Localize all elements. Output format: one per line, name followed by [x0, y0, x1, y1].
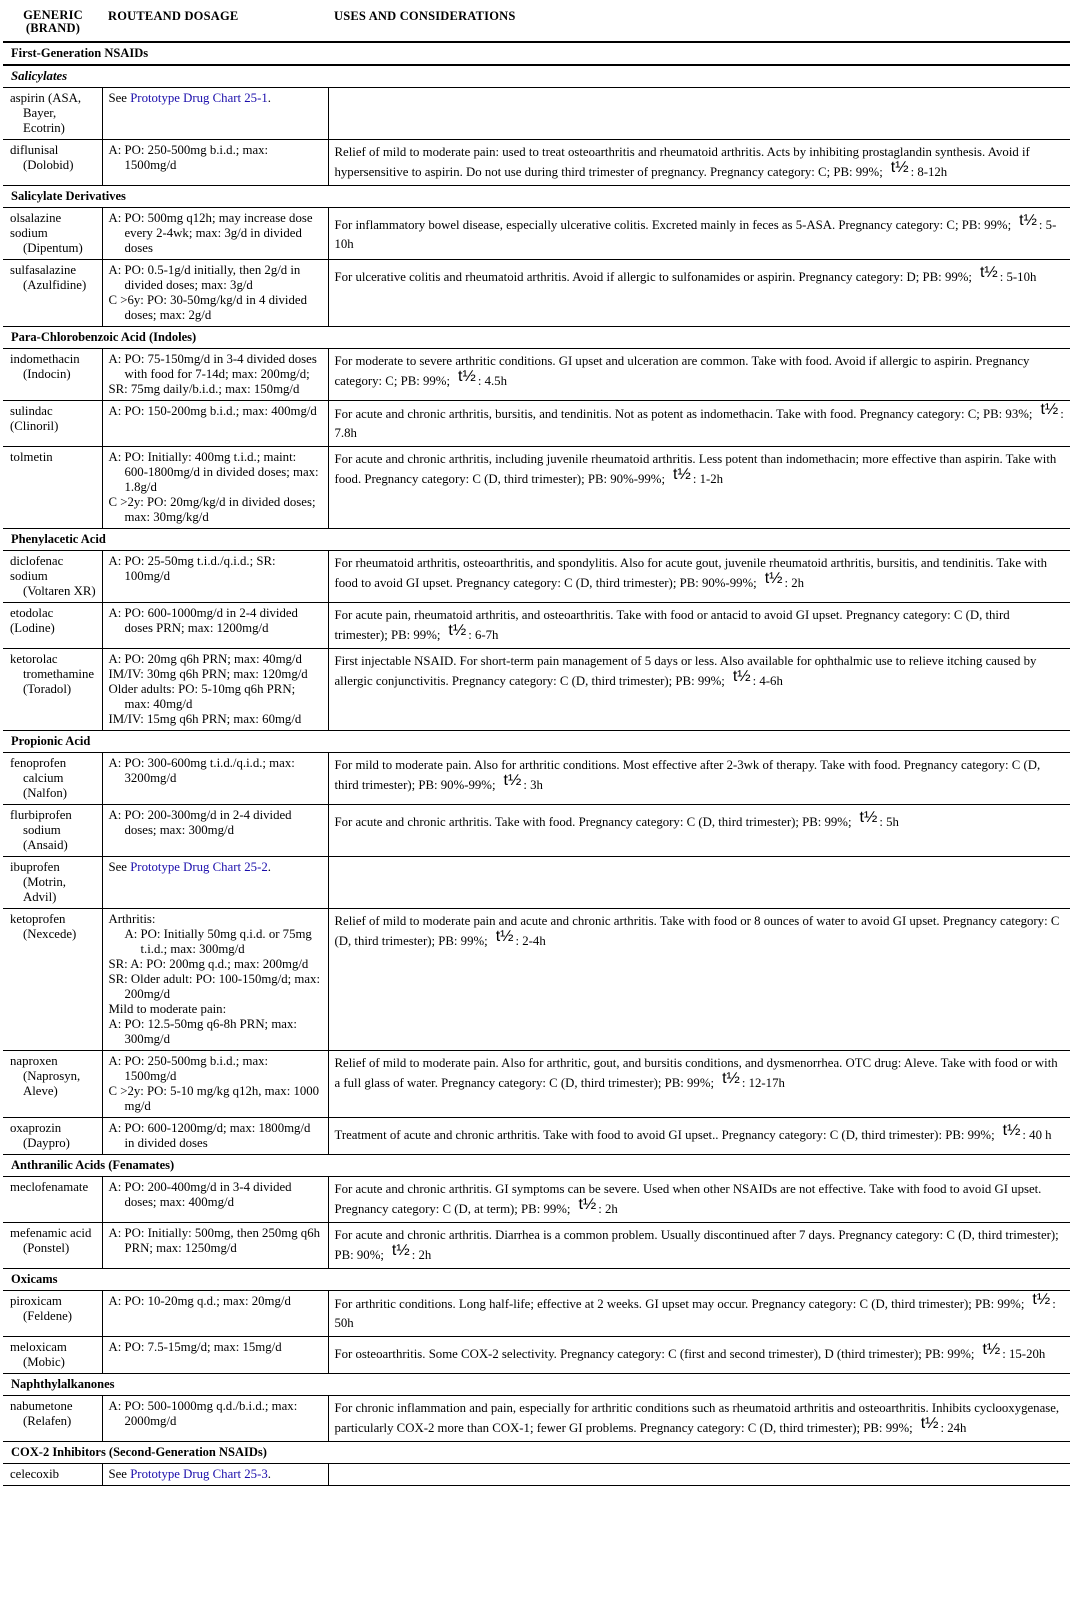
dose-text: A: PO: 200-300mg/d in 2-4 divided doses; max: 300mg/d — [108, 808, 292, 837]
brand-name: (Feldene) — [23, 1309, 73, 1323]
section-row — [3, 1269, 1070, 1291]
half-life-value: : 40 h — [1022, 1128, 1052, 1142]
half-life-value: : 12-17h — [741, 1076, 785, 1090]
dose-text: A: PO: 500-1000mg q.d./b.i.d.; max: 2000mg/d — [108, 1399, 298, 1428]
dose-text: A: PO: 300-600mg t.i.d./q.i.d.; max: 3200mg/d — [108, 756, 295, 785]
half-life-symbol: t½ — [890, 159, 909, 176]
nsaid-drug-table — [3, 3, 1070, 1486]
dose-text: SR: Older adult: PO: 100-150mg/d; max: 200mg/d — [108, 972, 320, 1001]
route-prefix: See — [108, 860, 131, 874]
header-uses: USES AND CONSIDERATIONS — [328, 3, 1070, 42]
table-row — [3, 857, 1070, 909]
dose-text: A: PO: 500mg q12h; may increase dose every 2-4wk; max: 3g/d in divided doses — [108, 211, 313, 255]
uses-cell — [328, 1177, 1070, 1223]
half-life-symbol: t½ — [764, 570, 783, 587]
half-life-symbol: t½ — [732, 668, 751, 685]
half-life-symbol: t½ — [1040, 401, 1059, 418]
uses-text: For acute and chronic arthritis. Take with food. Pregnancy category: C (D, third trimester); PB: 99%; — [334, 815, 852, 829]
half-life-value: : 5h — [879, 815, 899, 829]
generic-name: piroxicam — [10, 1294, 62, 1308]
table-row — [3, 1464, 1070, 1486]
table-row — [3, 349, 1070, 401]
half-life-symbol: t½ — [495, 928, 514, 945]
dose-text: C >2y: PO: 5-10 mg/kg q12h, max: 1000 mg/d — [108, 1084, 320, 1113]
drug-name-cell — [3, 401, 102, 447]
route-cell — [102, 1464, 328, 1486]
dose-text: A: PO: 250-500mg b.i.d.; max: 1500mg/d — [108, 1054, 269, 1083]
section-title-oxicams: Oxicams — [3, 1269, 1070, 1291]
drug-name-cell — [3, 603, 102, 649]
table-row — [3, 208, 1070, 260]
uses-cell — [328, 88, 1070, 140]
section-row — [3, 1374, 1070, 1396]
half-life-symbol: t½ — [1002, 1122, 1021, 1139]
dose-text: A: PO: 7.5-15mg/d; max: 15mg/d — [108, 1340, 282, 1354]
uses-text: For mild to moderate pain. Also for arthritic conditions. Most effective after 2-3wk of therapy. Take with food. Pregnancy category: C (D, third trimester); PB: 90%-99%; — [334, 758, 1041, 792]
brand-name: (Mobic) — [23, 1355, 65, 1369]
route-cell — [102, 603, 328, 649]
route-prefix: See — [108, 91, 131, 105]
drug-name-cell — [3, 447, 102, 529]
uses-cell — [328, 909, 1070, 1051]
generic-name: indomethacin — [10, 352, 80, 366]
table-row — [3, 551, 1070, 603]
brand-name: (Motrin, — [23, 875, 67, 889]
drug-name-cell — [3, 753, 102, 805]
brand-name: Advil) — [23, 890, 57, 904]
route-cell — [102, 447, 328, 529]
uses-text: Relief of mild to moderate pain: used to treat osteoarthritis and rheumatoid arthritis. Acts by inhibiting prostaglandin synthesis. Avoid if hypersensitive to aspirin. Do not use during third trimester of pregnancy. Pregnancy category: C; PB: 99%; — [334, 145, 1030, 179]
dose-text: A: PO: 0.5-1g/d initially, then 2g/d in divided doses; max: 3g/d — [108, 263, 301, 292]
half-life-value: : 4.5h — [477, 374, 507, 388]
table-row — [3, 260, 1070, 327]
brand-name: (Daypro) — [23, 1136, 70, 1150]
half-life-value: : 7.8h — [334, 407, 1064, 440]
dose-text: Older adults: PO: 5-10mg q6h PRN; max: 40mg/d — [108, 682, 296, 711]
drug-name-cell — [3, 1051, 102, 1118]
brand-name: Ecotrin) — [23, 121, 65, 135]
drug-name-cell — [3, 1118, 102, 1155]
section-title-naphthylalkanones: Naphthylalkanones — [3, 1374, 1070, 1396]
half-life-symbol: t½ — [979, 264, 998, 281]
generic-name: naproxen — [10, 1054, 58, 1068]
section-title-cox2: COX-2 Inhibitors (Second-Generation NSAIDs) — [3, 1442, 1070, 1464]
dose-text: A: PO: Initially 50mg q.i.d. or 75mg t.i.d.; max: 300mg/d — [124, 927, 312, 956]
prototype-link[interactable]: Prototype Drug Chart 25-3 — [130, 1467, 268, 1481]
drug-name-cell — [3, 805, 102, 857]
section-row — [3, 42, 1070, 65]
uses-text: For arthritic conditions. Long half-life; effective at 2 weeks. GI upset may occur. Pregnancy category: C (D, third trimester); PB: 99%; — [334, 1297, 1025, 1311]
half-life-symbol: t½ — [1019, 212, 1037, 229]
uses-text: For acute pain, rheumatoid arthritis, and osteoarthritis. Take with food or antacid to avoid GI upset. Pregnancy category: C (D, third trimester); PB: 99%; — [334, 608, 1010, 642]
half-life-symbol: t½ — [1032, 1291, 1051, 1308]
section-row — [3, 529, 1070, 551]
uses-text: Treatment of acute and chronic arthritis. Take with food to avoid GI upset.. Pregnancy category: C (D, third trimester): PB: 99%; — [334, 1128, 995, 1142]
brand-name: (Ponstel) — [23, 1241, 70, 1255]
route-cell — [102, 140, 328, 186]
uses-cell — [328, 1464, 1070, 1486]
section-row — [3, 1155, 1070, 1177]
half-life-symbol: t½ — [920, 1415, 939, 1432]
dose-text: A: PO: Initially: 400mg t.i.d.; maint: 600-1800mg/d in divided doses; max: 1.8g/d — [108, 450, 319, 494]
table-row — [3, 1177, 1070, 1223]
uses-cell — [328, 649, 1070, 731]
generic-name: meclofenamate — [10, 1180, 89, 1194]
drug-name-cell — [3, 140, 102, 186]
dose-text: IM/IV: 30mg q6h PRN; max: 120mg/d — [108, 667, 308, 681]
table-row — [3, 1051, 1070, 1118]
generic-name: tolmetin — [10, 450, 53, 464]
generic-name: mefenamic acid — [10, 1226, 92, 1240]
brand-name: (Indocin) — [23, 367, 71, 381]
uses-text: For chronic inflammation and pain, especially for arthritic conditions such as rheumatoid arthritis and osteoarthritis. Inhibits cyclooxygenase, particularly COX-2 more than COX-1; fewer GI problems. Pregnancy category: C (D, third trimester); PB: 99%; — [334, 1401, 1060, 1435]
section-title-first-gen: First-Generation NSAIDs — [3, 42, 1070, 65]
route-cell — [102, 551, 328, 603]
table-row — [3, 140, 1070, 186]
uses-text: First injectable NSAID. For short-term pain management of 5 days or less. Also available for ophthalmic use to relieve itching caused by allergic conjunctivitis. Pregnancy category: C (D, third trimester); PB: 99%; — [334, 654, 1037, 688]
half-life-value: : 15-20h — [1002, 1347, 1046, 1361]
uses-cell — [328, 551, 1070, 603]
dose-text: A: PO: 600-1200mg/d; max: 1800mg/d in divided doses — [108, 1121, 311, 1150]
route-cell — [102, 1396, 328, 1442]
brand-name: Bayer, — [23, 106, 57, 120]
generic-name: diflunisal — [10, 143, 59, 157]
generic-name: etodolac (Lodine) — [10, 606, 55, 635]
uses-text: For acute and chronic arthritis. Diarrhea is a common problem. Usually discontinued after 7 days. Pregnancy category: C (D, third trimester); PB: 90%; — [334, 1228, 1059, 1262]
dose-text: A: PO: Initially: 500mg, then 250mg q6h PRN; max: 1250mg/d — [108, 1226, 320, 1255]
uses-cell — [328, 603, 1070, 649]
table-row — [3, 1337, 1070, 1374]
route-cell — [102, 1223, 328, 1269]
dose-text: A: PO: 75-150mg/d in 3-4 divided doses with food for 7-14d; max: 200mg/d; — [108, 352, 317, 381]
table-row — [3, 1223, 1070, 1269]
generic-name: meloxicam — [10, 1340, 67, 1354]
half-life-symbol: t½ — [391, 1242, 410, 1259]
generic-name: flurbiprofen — [10, 808, 72, 822]
uses-cell — [328, 1118, 1070, 1155]
drug-name-cell — [3, 1337, 102, 1374]
generic-name: sulfasalazine — [10, 263, 77, 277]
generic-name: fenoprofen — [10, 756, 67, 770]
uses-text: Relief of mild to moderate pain. Also for arthritic, gout, and bursitis conditions, and dysmenorrhea. OTC drug: Aleve. Take with food or with a full glass of water. Pregnancy category: C (D, third trimester); PB: 99%; — [334, 1056, 1058, 1090]
section-row — [3, 327, 1070, 349]
uses-cell — [328, 1051, 1070, 1118]
half-life-value: : 50h — [334, 1297, 1056, 1330]
dose-heading: Arthritis: — [108, 912, 156, 926]
brand-name: (Dipentum) — [23, 241, 83, 255]
dose-text: C >6y: PO: 30-50mg/kg/d in 4 divided doses; max: 2g/d — [108, 293, 307, 322]
uses-text: For inflammatory bowel disease, especially ulcerative colitis. Excreted mainly in feces as 5-ASA. Pregnancy category: C; PB: 99%; — [334, 218, 1012, 232]
uses-text: Relief of mild to moderate pain and acute and chronic arthritis. Take with food or 8 ounces of water to avoid GI upset. Pregnancy category: C (D, third trimester); PB: 99%; — [334, 914, 1060, 948]
uses-cell — [328, 1223, 1070, 1269]
half-life-symbol: t½ — [578, 1196, 597, 1213]
dose-text: IM/IV: 15mg q6h PRN; max: 60mg/d — [108, 712, 302, 726]
dose-text: A: PO: 150-200mg b.i.d.; max: 400mg/d — [108, 404, 317, 418]
brand-name: (Dolobid) — [23, 158, 74, 172]
uses-text: For osteoarthritis. Some COX-2 selectivity. Pregnancy category: C (first and second trimester), D (third trimester); PB: 99%; — [334, 1347, 975, 1361]
half-life-symbol: t½ — [859, 809, 878, 826]
uses-cell — [328, 1396, 1070, 1442]
uses-text: For acute and chronic arthritis, bursitis, and tendinitis. Not as potent as indomethacin. Take with food. Pregnancy category: C; PB: 93%; — [334, 407, 1033, 421]
brand-name: (Azulfidine) — [23, 278, 87, 292]
half-life-symbol: t½ — [673, 466, 691, 483]
uses-cell — [328, 1337, 1070, 1374]
half-life-value: : 2h — [598, 1202, 618, 1216]
prototype-link[interactable]: Prototype Drug Chart 25-2 — [130, 860, 268, 874]
generic-name: ketorolac — [10, 652, 58, 666]
dose-text: C >2y: PO: 20mg/kg/d in divided doses; max: 30mg/kg/d — [108, 495, 316, 524]
prototype-link[interactable]: Prototype Drug Chart 25-1 — [130, 91, 268, 105]
brand-name: calcium — [23, 771, 64, 785]
route-cell — [102, 753, 328, 805]
table-row — [3, 1291, 1070, 1337]
table-row — [3, 753, 1070, 805]
drug-name-cell — [3, 349, 102, 401]
brand-name: tromethamine — [23, 667, 95, 681]
half-life-symbol: t½ — [982, 1341, 1001, 1358]
route-cell — [102, 1337, 328, 1374]
route-suffix: . — [267, 91, 271, 105]
brand-name: Aleve) — [23, 1084, 58, 1098]
route-cell — [102, 805, 328, 857]
brand-name: sodium — [23, 823, 61, 837]
table-row — [3, 1396, 1070, 1442]
brand-name: (Nexcede) — [23, 927, 77, 941]
half-life-value: : 3h — [523, 778, 543, 792]
section-row — [3, 731, 1070, 753]
dose-text: SR: A: PO: 200mg q.d.; max: 200mg/d — [108, 957, 309, 971]
dose-text: A: PO: 200-400mg/d in 3-4 divided doses; max: 400mg/d — [108, 1180, 292, 1209]
generic-name: aspirin (ASA, — [10, 91, 82, 105]
half-life-value: : 5-10h — [334, 218, 1057, 251]
drug-name-cell — [3, 909, 102, 1051]
table-row — [3, 447, 1070, 529]
drug-name-cell — [3, 1177, 102, 1223]
uses-cell — [328, 1291, 1070, 1337]
uses-text: For acute and chronic arthritis, including juvenile rheumatoid arthritis. Less potent than indomethacin; more effective than aspirin. Take with food. Pregnancy category: C (D, third trimester); PB: 90%-99%; — [334, 452, 1057, 486]
table-row — [3, 401, 1070, 447]
section-row — [3, 186, 1070, 208]
route-cell — [102, 401, 328, 447]
section-row — [3, 1442, 1070, 1464]
route-cell — [102, 208, 328, 260]
half-life-value: : 4-6h — [752, 674, 783, 688]
dose-text: A: PO: 12.5-50mg q6-8h PRN; max: 300mg/d — [108, 1017, 297, 1046]
dose-text: SR: 75mg daily/b.i.d.; max: 150mg/d — [108, 382, 300, 396]
header-route: ROUTEAND DOSAGE — [102, 3, 328, 42]
subsection-row — [3, 65, 1070, 88]
brand-name: (Nalfon) — [23, 786, 68, 800]
dose-text: A: PO: 250-500mg b.i.d.; max: 1500mg/d — [108, 143, 269, 172]
drug-name-cell — [3, 1464, 102, 1486]
uses-cell — [328, 208, 1070, 260]
half-life-symbol: t½ — [722, 1070, 740, 1087]
uses-text: For moderate to severe arthritic conditions. GI upset and ulceration are common. Take with food. Avoid if allergic to aspirin. Pregnancy category: C; PB: 99%; — [334, 354, 1030, 388]
uses-cell — [328, 401, 1070, 447]
route-cell — [102, 1291, 328, 1337]
route-cell — [102, 857, 328, 909]
route-suffix: . — [267, 860, 271, 874]
uses-cell — [328, 753, 1070, 805]
table-row — [3, 649, 1070, 731]
generic-name: nabumetone — [10, 1399, 73, 1413]
dose-text: A: PO: 20mg q6h PRN; max: 40mg/d — [108, 652, 302, 666]
brand-name: (Voltaren XR) — [23, 584, 96, 598]
route-cell — [102, 1051, 328, 1118]
table-row — [3, 1118, 1070, 1155]
table-row — [3, 603, 1070, 649]
dose-text: A: PO: 25-50mg t.i.d./q.i.d.; SR: 100mg/d — [108, 554, 276, 583]
subsection-title-salicylates: Salicylates — [3, 65, 1070, 88]
half-life-symbol: t½ — [503, 772, 522, 789]
drug-name-cell — [3, 1291, 102, 1337]
half-life-value: : 5-10h — [999, 270, 1037, 284]
half-life-symbol: t½ — [448, 622, 467, 639]
header-generic: GENERIC — [23, 8, 83, 22]
header-brand: (BRAND) — [25, 21, 81, 35]
header-generic-brand — [3, 3, 102, 42]
half-life-value: : 24h — [940, 1421, 967, 1435]
route-cell — [102, 649, 328, 731]
drug-name-cell — [3, 1223, 102, 1269]
generic-name: diclofenac sodium — [10, 554, 64, 583]
route-cell — [102, 1118, 328, 1155]
uses-cell — [328, 857, 1070, 909]
uses-cell — [328, 447, 1070, 529]
brand-name: (Naprosyn, — [23, 1069, 81, 1083]
uses-text: For rheumatoid arthritis, osteoarthritis, and spondylitis. Also for acute gout, juvenile rheumatoid arthritis, bursitis, and tendinitis. Take with food to avoid GI upset. Pregnancy category: C (D, third trimester); PB: 90%-99%; — [334, 556, 1048, 590]
section-title-propionic: Propionic Acid — [3, 731, 1070, 753]
brand-name: (Relafen) — [23, 1414, 72, 1428]
route-cell — [102, 349, 328, 401]
generic-name: ibuprofen — [10, 860, 60, 874]
half-life-value: : 6-7h — [468, 628, 499, 642]
dose-text: A: PO: 10-20mg q.d.; max: 20mg/d — [108, 1294, 291, 1308]
half-life-value: : 2h — [411, 1248, 432, 1262]
route-cell — [102, 909, 328, 1051]
half-life-value: : 8-12h — [910, 165, 948, 179]
uses-cell — [328, 140, 1070, 186]
table-row — [3, 909, 1070, 1051]
drug-name-cell — [3, 551, 102, 603]
section-title-indoles: Para-Chlorobenzoic Acid (Indoles) — [3, 327, 1070, 349]
half-life-symbol: t½ — [458, 368, 476, 385]
table-header-row — [3, 3, 1070, 42]
drug-name-cell — [3, 857, 102, 909]
drug-name-cell — [3, 1396, 102, 1442]
uses-cell — [328, 260, 1070, 327]
route-cell — [102, 260, 328, 327]
section-title-salicylate-derivatives: Salicylate Derivatives — [3, 186, 1070, 208]
brand-name: (Toradol) — [23, 682, 72, 696]
route-suffix: . — [267, 1467, 271, 1481]
generic-name: sulindac (Clinoril) — [10, 404, 59, 433]
dose-heading: Mild to moderate pain: — [108, 1002, 227, 1016]
half-life-value: : 2-4h — [515, 934, 546, 948]
generic-name: celecoxib — [10, 1467, 60, 1481]
drug-name-cell — [3, 88, 102, 140]
generic-name: ketoprofen — [10, 912, 66, 926]
half-life-value: : 2h — [784, 576, 805, 590]
section-title-anthranilic: Anthranilic Acids (Fenamates) — [3, 1155, 1070, 1177]
drug-name-cell — [3, 260, 102, 327]
table-row — [3, 88, 1070, 140]
table-row — [3, 805, 1070, 857]
uses-cell — [328, 805, 1070, 857]
drug-name-cell — [3, 208, 102, 260]
brand-name: (Ansaid) — [23, 838, 68, 852]
generic-name: oxaprozin — [10, 1121, 62, 1135]
uses-text: For acute and chronic arthritis. GI symptoms can be severe. Used when other NSAIDs are not effective. Take with food to avoid GI upset. Pregnancy category: C (D, at term); PB: 99%; — [334, 1182, 1042, 1216]
route-prefix: See — [108, 1467, 131, 1481]
uses-text: For ulcerative colitis and rheumatoid arthritis. Avoid if allergic to sulfonamides or aspirin. Pregnancy category: D; PB: 99%; — [334, 270, 972, 284]
uses-cell — [328, 349, 1070, 401]
drug-name-cell — [3, 649, 102, 731]
route-cell — [102, 88, 328, 140]
dose-text: A: PO: 600-1000mg/d in 2-4 divided doses PRN; max: 1200mg/d — [108, 606, 298, 635]
generic-name: olsalazine sodium — [10, 211, 62, 240]
half-life-value: : 1-2h — [692, 472, 724, 486]
section-title-phenylacetic: Phenylacetic Acid — [3, 529, 1070, 551]
route-cell — [102, 1177, 328, 1223]
